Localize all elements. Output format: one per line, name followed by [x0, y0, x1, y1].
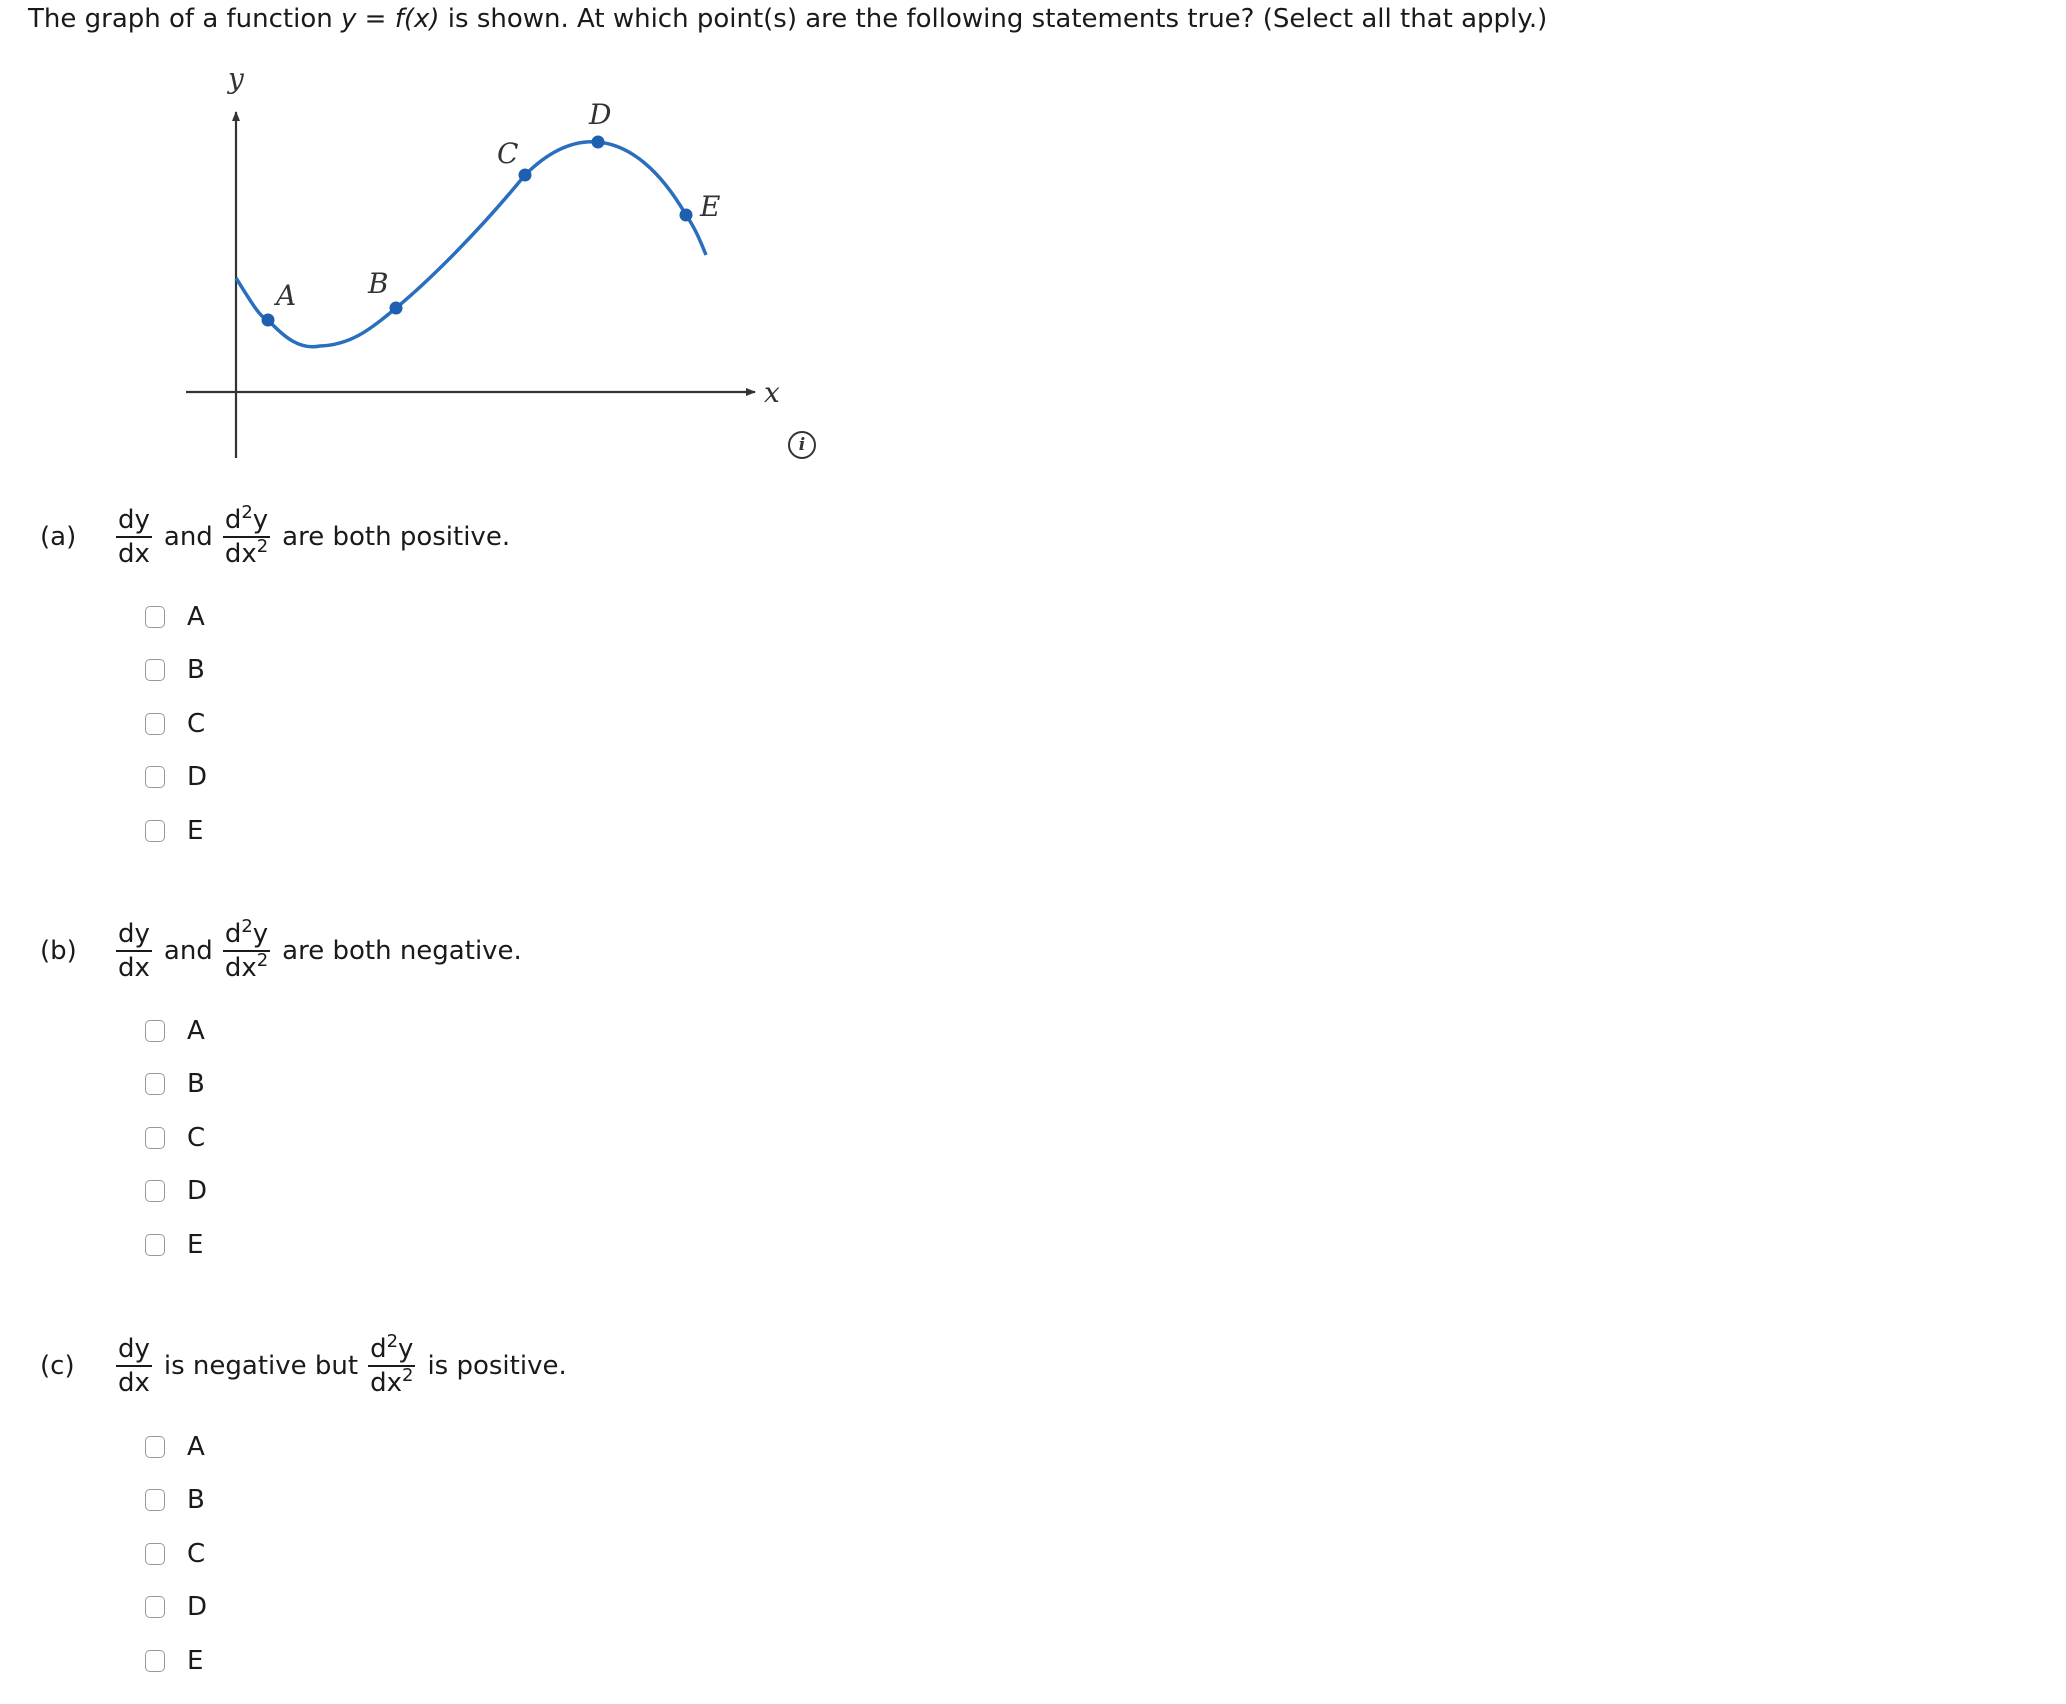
point-a-label: A [276, 279, 297, 312]
part-c-option-a[interactable]: A [145, 1420, 207, 1474]
y-axis-label: y [228, 62, 244, 95]
checkbox[interactable] [145, 606, 165, 628]
checkbox[interactable] [145, 820, 165, 842]
point-b-marker [390, 302, 403, 315]
point-b-label: B [368, 267, 389, 300]
checkbox[interactable] [145, 1127, 165, 1149]
part-a-suffix: are both positive. [282, 522, 511, 552]
point-e-label: E [700, 190, 721, 223]
part-a-options [145, 590, 207, 858]
point-a-marker [262, 314, 275, 327]
question-var-y: y [341, 4, 357, 34]
part-b-option-e[interactable]: E [145, 1218, 207, 1272]
question-text-before: The graph of a function [28, 4, 341, 34]
function-curve [236, 142, 706, 347]
part-c-connector: is negative but [163, 1351, 359, 1381]
part-b-statement [40, 911, 528, 991]
checkbox[interactable] [145, 1180, 165, 1202]
point-d-marker [592, 136, 605, 149]
second-derivative-fraction: $\frac{d^2y}{dx^2}$ [370, 1331, 414, 1398]
part-a-option-b[interactable]: B [145, 644, 207, 698]
part-b-option-b[interactable]: B [145, 1058, 207, 1112]
info-icon[interactable]: i [788, 431, 816, 459]
part-b-option-c[interactable]: C [145, 1111, 207, 1165]
part-b-option-d[interactable]: D [145, 1165, 207, 1219]
first-derivative-fraction: $\frac{dy}{dx}$ [118, 1334, 150, 1398]
part-a-option-a[interactable]: A [145, 590, 207, 644]
checkbox[interactable] [145, 1650, 165, 1672]
part-b-suffix: are both negative. [282, 936, 522, 966]
checkbox[interactable] [145, 1073, 165, 1095]
part-c-statement [40, 1326, 573, 1406]
question-function: f(x) [394, 4, 440, 34]
part-c-option-c[interactable]: C [145, 1527, 207, 1581]
checkbox[interactable] [145, 766, 165, 788]
checkbox[interactable] [145, 1020, 165, 1042]
part-c-option-e[interactable]: E [145, 1634, 207, 1688]
checkbox[interactable] [145, 713, 165, 735]
checkbox[interactable] [145, 1489, 165, 1511]
point-c-label: C [497, 137, 519, 170]
checkbox[interactable] [145, 659, 165, 681]
part-b-connector: and [163, 936, 213, 966]
x-axis-label: x [764, 376, 780, 409]
checkbox[interactable] [145, 1234, 165, 1256]
function-graph [0, 0, 900, 470]
part-c-options [145, 1420, 207, 1688]
second-derivative-fraction: $\frac{d^2y}{dx^2}$ [224, 502, 269, 569]
question-equals: = [356, 4, 395, 34]
part-b-option-a[interactable]: A [145, 1004, 207, 1058]
part-a-connector: and [163, 522, 213, 552]
second-derivative-fraction: $\frac{d^2y}{dx^2}$ [224, 916, 269, 983]
part-c-option-d[interactable]: D [145, 1581, 207, 1635]
checkbox[interactable] [145, 1436, 165, 1458]
part-c-option-b[interactable]: B [145, 1474, 207, 1528]
first-derivative-fraction: $\frac{dy}{dx}$ [118, 919, 150, 983]
part-b-options [145, 1004, 207, 1272]
part-a-statement [40, 497, 516, 577]
part-c-suffix: is positive. [427, 1351, 567, 1381]
question-text-after: is shown. At which point(s) are the following statements true? (Select all that apply.) [439, 4, 1548, 34]
part-a-label: (a) [40, 522, 77, 552]
part-a-option-e[interactable]: E [145, 804, 207, 858]
part-b-label: (b) [40, 936, 77, 966]
first-derivative-fraction: $\frac{dy}{dx}$ [118, 505, 150, 569]
part-c-label: (c) [40, 1351, 75, 1381]
point-e-marker [680, 209, 693, 222]
point-d-label: D [589, 98, 612, 131]
checkbox[interactable] [145, 1543, 165, 1565]
part-a-option-c[interactable]: C [145, 697, 207, 751]
point-c-marker [519, 169, 532, 182]
part-a-option-d[interactable]: D [145, 751, 207, 805]
checkbox[interactable] [145, 1596, 165, 1618]
